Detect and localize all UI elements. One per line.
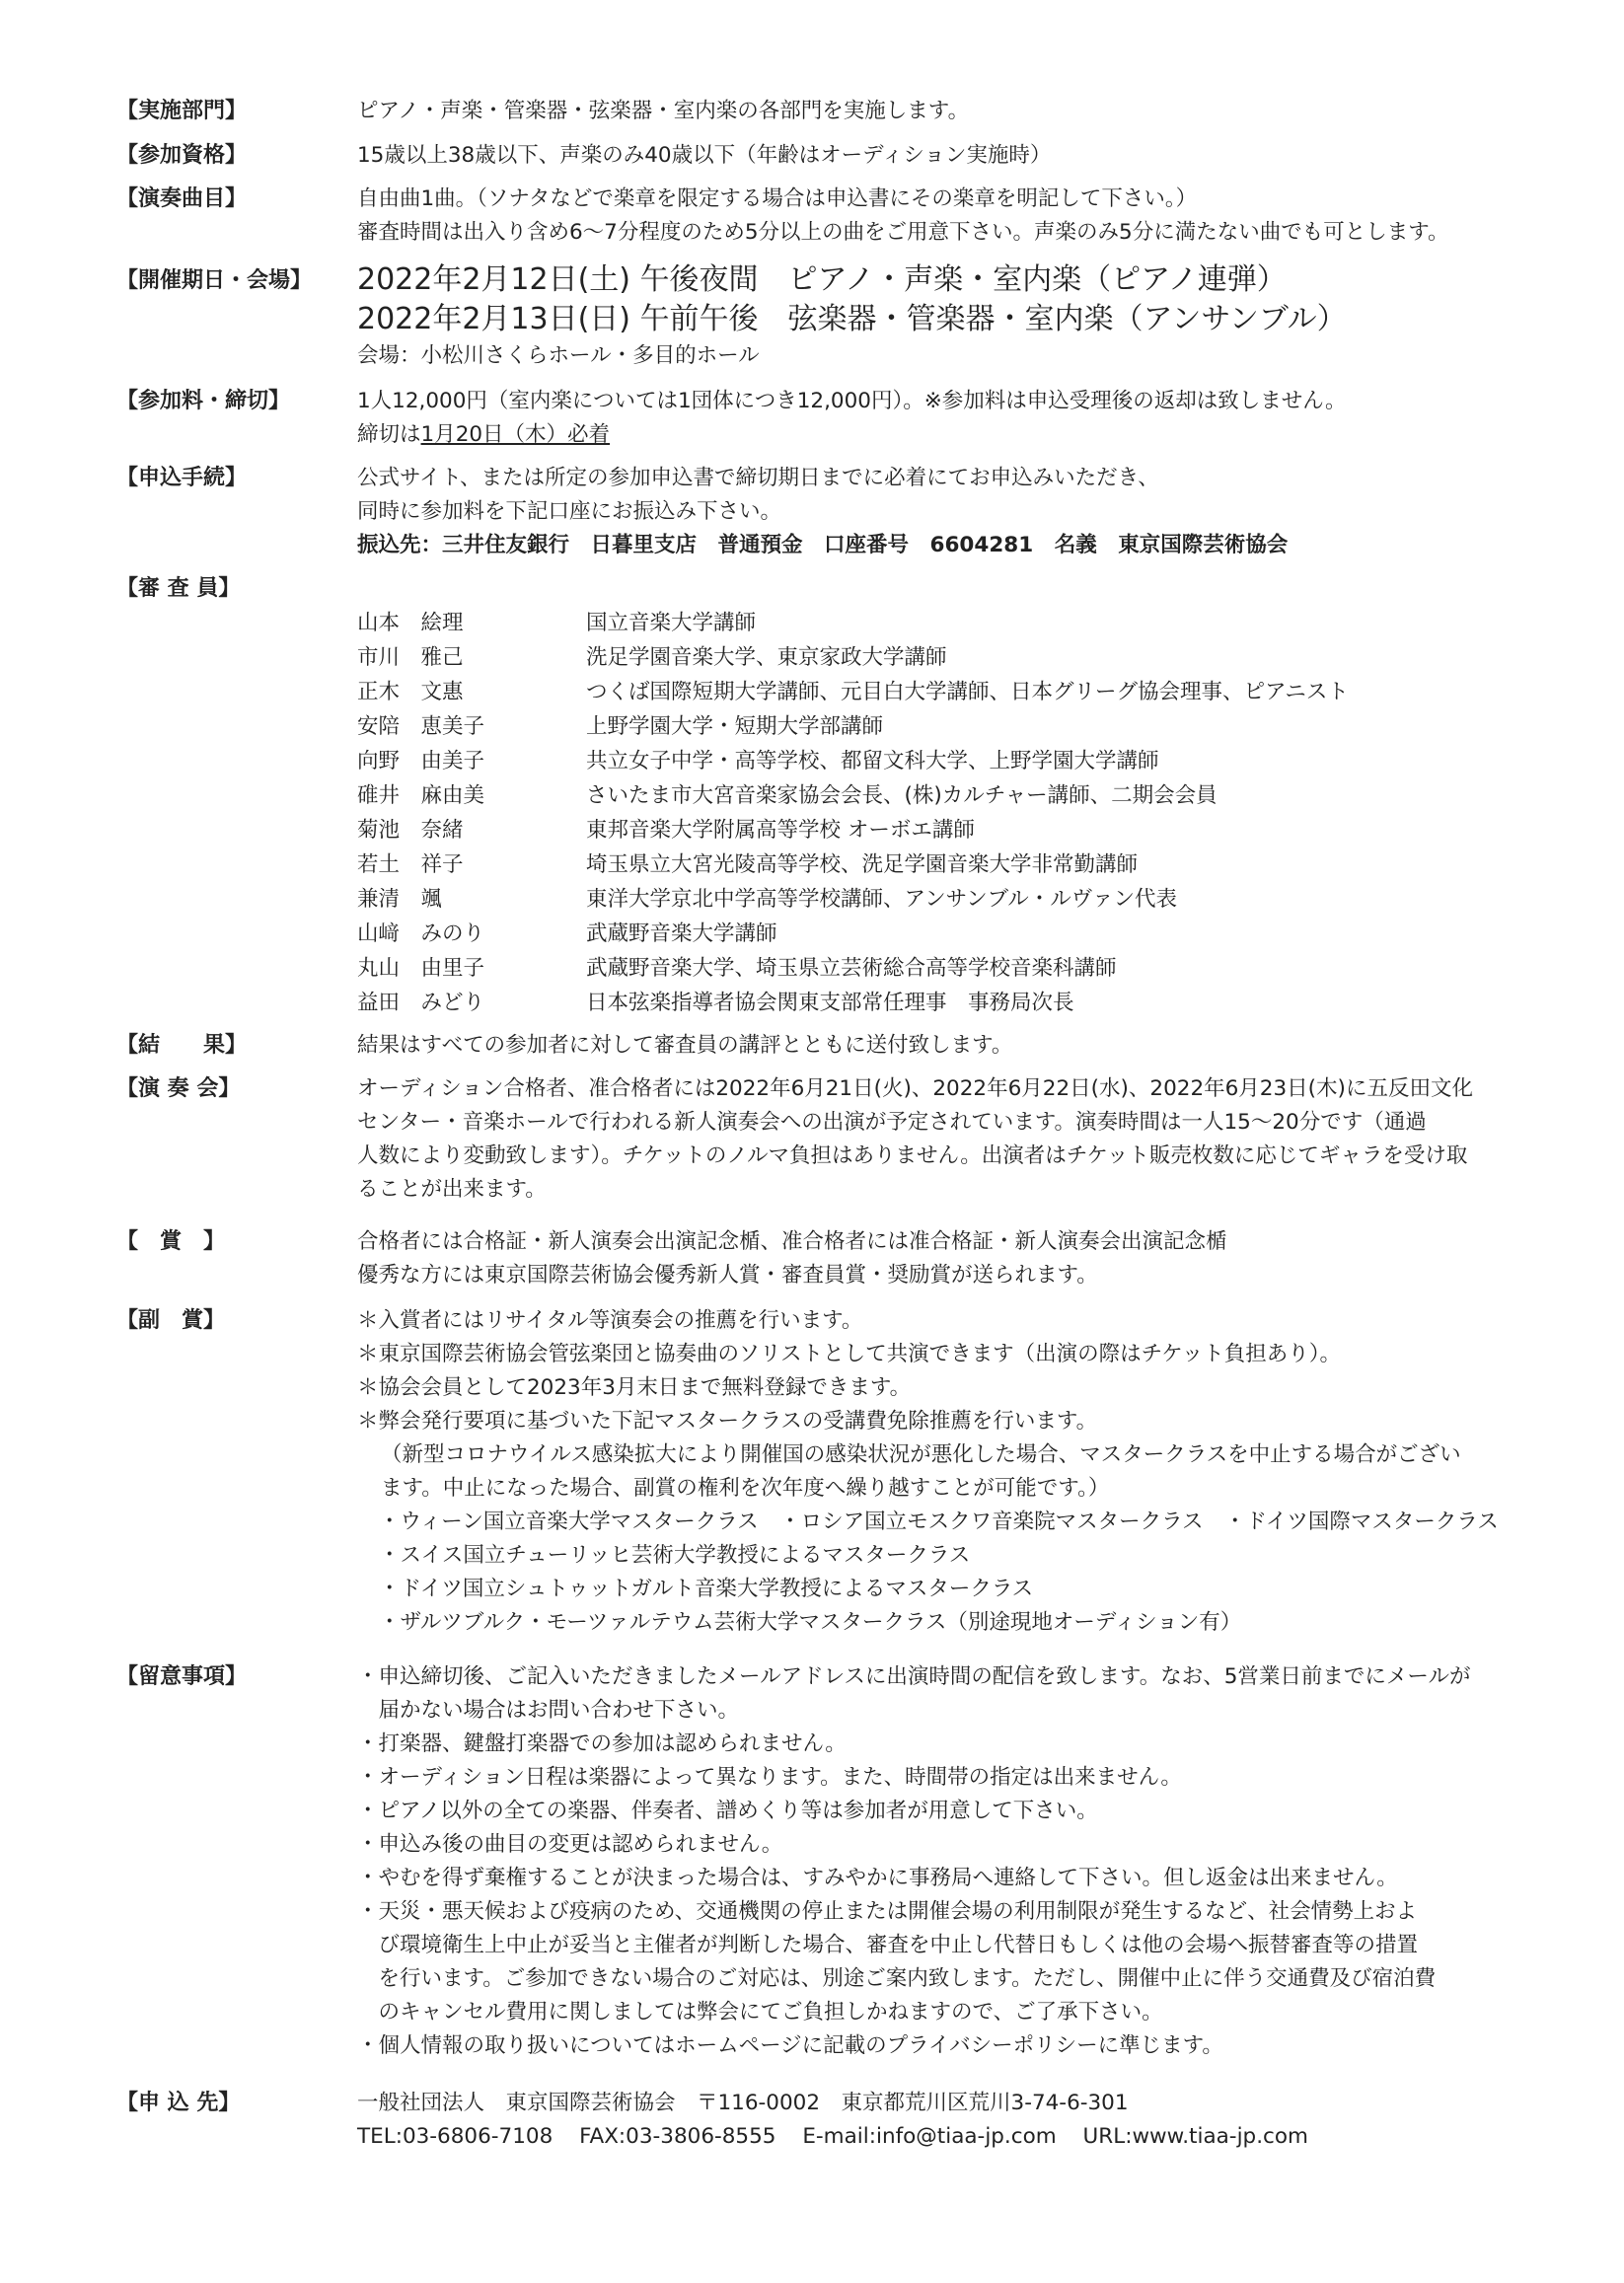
- judge-name: 益田 みどり: [357, 991, 485, 1015]
- eligibility-text: 15歳以上38歳以下、声楽のみ40歳以下（年齢はオーディション実施時）: [357, 143, 1052, 168]
- procedure-line-2: 同時に参加料を下記口座にお振込み下さい。: [357, 499, 782, 524]
- schedule-date-1: 2022年2月12日(土) 午後夜間 ピアノ・声楽・室内楽（ピアノ連弾）: [357, 262, 1287, 297]
- schedule-venue: 会場：小松川さくらホール・多目的ホール: [357, 343, 760, 368]
- judge-name: 安陪 恵美子: [357, 714, 485, 739]
- note-line: ・ピアノ以外の全ての楽器、伴奏者、譜めくり等は参加者が用意して下さい。: [357, 1799, 1098, 1823]
- judge-row: [357, 917, 1535, 951]
- concert-line-1: オーディション合格者、准合格者には2022年6月21日(火)、2022年6月22日(水)、2022年6月23日(木)に五反田文化: [357, 1076, 1473, 1101]
- judge-title: 武蔵野音楽大学、埼玉県立芸術総合高等学校音楽科講師: [586, 956, 1117, 981]
- judge-name: 碓井 麻由美: [357, 783, 485, 808]
- procedure-line-1: 公式サイト、または所定の参加申込書で締切期日までに必着にてお申込みいただき、: [357, 466, 1159, 490]
- extra-prize-line: ＊弊会発行要項に基づいた下記マスタークラスの受講費免除推薦を行います。: [357, 1409, 1098, 1434]
- judge-row: [357, 951, 1535, 986]
- judge-title: 上野学園大学・短期大学部講師: [586, 714, 884, 739]
- judge-row: [357, 640, 1535, 675]
- fee-text: 1人12,000円（室内楽については1団体につき12,000円）。※参加料は申込受理後の返却は致しません。: [357, 389, 1347, 413]
- deadline-line: [357, 418, 1535, 452]
- divisions-label: 【実施部門】: [116, 99, 248, 123]
- note-line: 届かない場合はお問い合わせ下さい。: [357, 1698, 740, 1723]
- note-line: のキャンセル費用に関しましては弊会にてご負担しかねますので、ご了承下さい。: [357, 2000, 1163, 2025]
- judge-title: 国立音楽大学講師: [586, 611, 757, 635]
- judge-row: [357, 675, 1535, 709]
- masterclass-item: ・スイス国立チューリッヒ芸術大学教授によるマスタークラス: [379, 1543, 971, 1568]
- concert-line-2: センター・音楽ホールで行われる新人演奏会への出演が予定されています。演奏時間は一人15〜20分です（通過: [357, 1110, 1427, 1135]
- procedure-label: 【申込手続】: [116, 466, 248, 490]
- contact-info-line: [357, 2120, 1535, 2154]
- judge-row: [357, 986, 1535, 1020]
- judge-title: 武蔵野音楽大学講師: [586, 921, 777, 946]
- notes-label: 【留意事項】: [116, 1664, 248, 1689]
- award-line-1: 合格者には合格証・新人演奏会出演記念楯、准合格者には准合格証・新人演奏会出演記念楯: [357, 1229, 1227, 1254]
- judges-label: 【審 査 員】: [116, 576, 241, 601]
- judge-title: 埼玉県立大宮光陵高等学校、洗足学園音楽大学非常勤講師: [586, 852, 1139, 877]
- note-line: ・個人情報の取り扱いについてはホームページに記載のプライバシーポリシーに準じます。: [357, 2033, 1223, 2058]
- note-line: を行います。ご参加できない場合のご対応は、別途ご案内致します。ただし、開催中止に伴う交通費及び宿泊費: [357, 1966, 1437, 1991]
- repertoire-line-1: 自由曲1曲。（ソナタなどで楽章を限定する場合は申込書にその楽章を明記して下さい。）: [357, 186, 1198, 211]
- covid-note-line: （新型コロナウイルス感染拡大により開催国の感染状況が悪化した場合、マスタークラスを中止する場合がござい: [381, 1442, 1461, 1467]
- schedule-label: 【開催期日・会場】: [116, 268, 313, 293]
- judge-name: 山本 絵理: [357, 611, 464, 635]
- note-line: ・申込締切後、ご記入いただきましたメールアドレスに出演時間の配信を致します。なお、5営業日前までにメールが: [357, 1664, 1471, 1689]
- award-line-2: 優秀な方には東京国際芸術協会優秀新人賞・審査員賞・奨励賞が送られます。: [357, 1263, 1098, 1288]
- judge-name: 市川 雅己: [357, 645, 464, 670]
- contact-tel: TEL:03-6806-7108: [357, 2124, 554, 2149]
- note-line: ・打楽器、鍵盤打楽器での参加は認められません。: [357, 1731, 847, 1756]
- masterclass-item: ・ドイツ国立シュトゥットガルト音楽大学教授によるマスタークラス: [379, 1577, 1034, 1601]
- judge-row: [357, 847, 1535, 882]
- schedule-date-2: 2022年2月13日(日) 午前午後 弦楽器・管楽器・室内楽（アンサンブル）: [357, 302, 1347, 336]
- judge-title: 東洋大学京北中学高等学校講師、アンサンブル・ルヴァン代表: [586, 887, 1177, 912]
- award-label: 【 賞 】: [116, 1229, 226, 1254]
- judge-title: 共立女子中学・高等学校、都留文科大学、上野学園大学講師: [586, 749, 1159, 773]
- divisions-text: ピアノ・声楽・管楽器・弦楽器・室内楽の各部門を実施します。: [357, 99, 970, 123]
- judge-row: [357, 813, 1535, 847]
- eligibility-label: 【参加資格】: [116, 143, 248, 168]
- fee-label: 【参加料・締切】: [116, 389, 291, 413]
- judge-title: つくば国際短期大学講師、元目白大学講師、日本グリーグ協会理事、ピアニスト: [586, 680, 1349, 704]
- judge-name: 兼清 颯: [357, 887, 443, 912]
- contact-email[interactable]: E-mail:info@tiaa-jp.com: [802, 2124, 1057, 2149]
- judge-row: [357, 882, 1535, 917]
- judge-name: 山﨑 みのり: [357, 921, 485, 946]
- masterclass-item: ・ザルツブルク・モーツァルテウム芸術大学マスタークラス（別途現地オーディション有）: [379, 1610, 1242, 1635]
- note-line: び環境衛生上中止が妥当と主催者が判断した場合、審査を中止し代替日もしくは他の会場へ振替審査等の措置: [357, 1933, 1419, 1957]
- extra-prize-line: ＊入賞者にはリサイタル等演奏会の推薦を行います。: [357, 1308, 863, 1333]
- judge-row: [357, 606, 1535, 640]
- judge-title: さいたま市大宮音楽家協会会長、(株)カルチャー講師、二期会会員: [586, 783, 1218, 808]
- contact-fax: FAX:03-3806-8555: [579, 2124, 776, 2149]
- deadline-prefix: 締切は: [357, 422, 421, 447]
- note-line: ・やむを得ず棄権することが決まった場合は、すみやかに事務局へ連絡して下さい。但し返金は出来ません。: [357, 1866, 1398, 1890]
- judge-title: 日本弦楽指導者協会関東支部常任理事 事務局次長: [586, 991, 1074, 1015]
- judge-name: 向野 由美子: [357, 749, 485, 773]
- judge-name: 丸山 由里子: [357, 956, 485, 981]
- judge-title: 東邦音楽大学附属高等学校 オーボエ講師: [586, 818, 975, 843]
- result-text: 結果はすべての参加者に対して審査員の講評とともに送付致します。: [357, 1033, 1013, 1058]
- concert-label: 【演 奏 会】: [116, 1076, 241, 1101]
- judge-name: 若土 祥子: [357, 852, 464, 877]
- extra-prize-label: 【副 賞】: [116, 1308, 226, 1333]
- deadline-date: 1月20日（木）必着: [420, 422, 611, 447]
- extra-prize-line: ＊東京国際芸術協会管弦楽団と協奏曲のソリストとして共演できます（出演の際はチケット負担あり）。: [357, 1342, 1341, 1366]
- note-line: ・天災・悪天候および疫病のため、交通機関の停止または開催会場の利用制限が発生するなど、社会情勢上およ: [357, 1899, 1418, 1924]
- judge-name: 菊池 奈緒: [357, 818, 464, 843]
- repertoire-line-2: 審査時間は出入り含め6〜7分程度のため5分以上の曲をご用意下さい。声楽のみ5分に満たない曲でも可とします。: [357, 220, 1449, 245]
- covid-note-line: ます。中止になった場合、副賞の権利を次年度へ繰り越すことが可能です。）: [381, 1476, 1110, 1501]
- bank-account: 振込先：三井住友銀行 日暮里支店 普通預金 口座番号 6604281 名義 東京国際芸術協会: [357, 533, 1289, 557]
- judge-title: 洗足学園音楽大学、東京家政大学講師: [586, 645, 947, 670]
- masterclass-item: ・ウィーン国立音楽大学マスタークラス ・ロシア国立モスクワ音楽院マスタークラス ・ドイツ国際マスタークラス: [379, 1510, 1499, 1534]
- judge-row: [357, 709, 1535, 744]
- extra-prize-line: ＊協会会員として2023年3月末日まで無料登録できます。: [357, 1375, 912, 1400]
- note-line: ・オーディション日程は楽器によって異なります。また、時間帯の指定は出来ません。: [357, 1765, 1182, 1790]
- repertoire-label: 【演奏曲目】: [116, 186, 248, 211]
- concert-line-4: ることが出来ます。: [357, 1177, 547, 1202]
- contact-url[interactable]: URL:www.tiaa-jp.com: [1082, 2124, 1308, 2149]
- contact-label: 【申 込 先】: [116, 2091, 241, 2115]
- result-label: 【結 果】: [116, 1033, 248, 1058]
- concert-line-3: 人数により変動致します）。チケットのノルマ負担はありません。出演者はチケット販売枚数に応じてギャラを受け取: [357, 1143, 1468, 1168]
- contact-address: 一般社団法人 東京国際芸術協会 〒116-0002 東京都荒川区荒川3-74-6-301: [357, 2091, 1129, 2115]
- judge-row: [357, 744, 1535, 778]
- note-line: ・申込み後の曲目の変更は認められません。: [357, 1832, 783, 1857]
- judge-name: 正木 文惠: [357, 680, 464, 704]
- judge-row: [357, 778, 1535, 813]
